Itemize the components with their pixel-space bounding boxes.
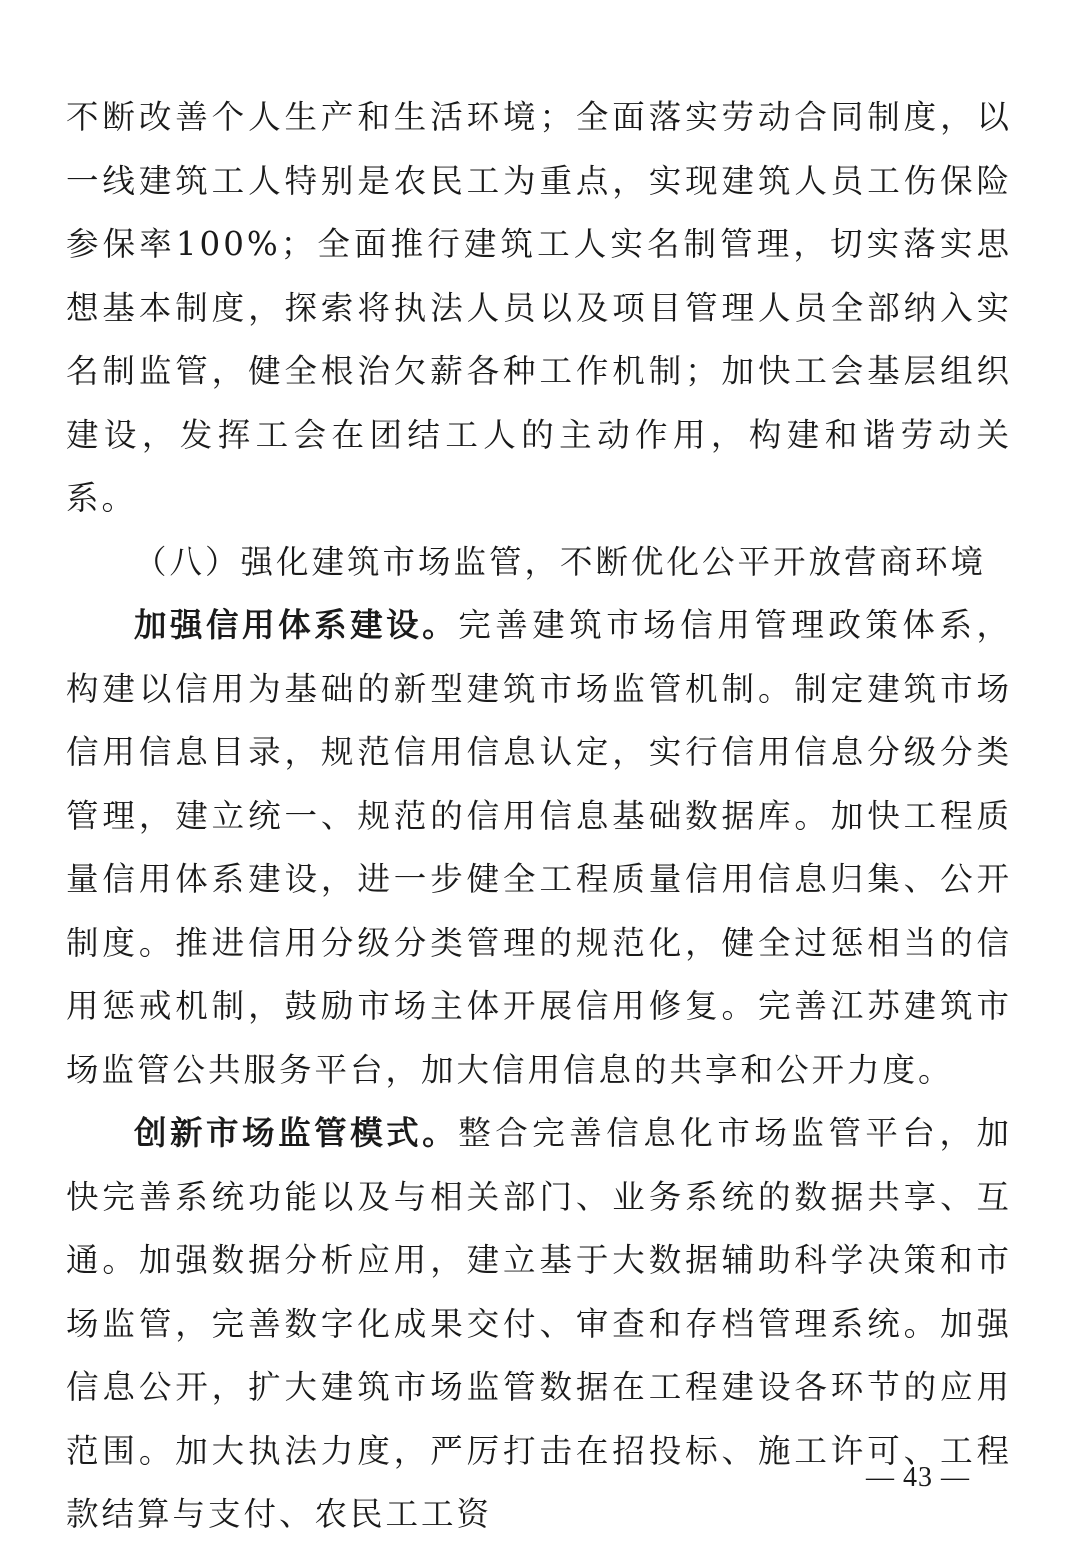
paragraph-text: 不断改善个人生产和生活环境；全面落实劳动合同制度，以一线建筑工人特别是农民工为重点，实现建筑人员工伤保险参保率100%；全面推行建筑工人实名制管理，切实落实思想基本制度，探索将执法人员以及项目管理人员全部纳入实名制监管，健全根治欠薪各种工作机制；加快工会基层组织建设，发挥工会在团结工人的主动作用，构建和谐劳动关系。 — [66, 98, 1012, 517]
paragraph-continuation — [66, 86, 1012, 531]
paragraph-text: 完善建筑市场信用管理政策体系，构建以信用为基础的新型建筑市场监管机制。制定建筑市场信用信息目录，规范信用信息认定，实行信用信息分级分类管理，建立统一、规范的信用信息基础数据库。加快工程质量信用体系建设，进一步健全工程质量信用信息归集、公开制度。推进信用分级分类管理的规范化，健全过惩相当的信用惩戒机制，鼓励市场主体开展信用修复。完善江苏建筑市场监管公共服务平台，加大信用信息的共享和公开力度。 — [66, 606, 1012, 1089]
paragraph-lead-title: 加强信用体系建设。 — [134, 606, 459, 644]
document-body — [66, 86, 1012, 1547]
paragraph-lead-title: 创新市场监管模式。 — [134, 1114, 459, 1152]
paragraph-credit-system — [66, 594, 1012, 1102]
page-number: — 43 — — [866, 1462, 970, 1493]
section-heading-text: （八）强化建筑市场监管，不断优化公平开放营商环境 — [134, 542, 987, 581]
paragraph-text: 整合完善信息化市场监管平台，加快完善系统功能以及与相关部门、业务系统的数据共享、互通。加强数据分析应用，建立基于大数据辅助科学决策和市场监管，完善数字化成果交付、审查和存档管理系统。加强信息公开，扩大建筑市场监管数据在工程建设各环节的应用范围。加大执法力度，严厉打击在招投标、施工许可、工程款结算与支付、农民工工资 — [66, 1114, 1012, 1533]
section-heading — [66, 531, 1012, 595]
